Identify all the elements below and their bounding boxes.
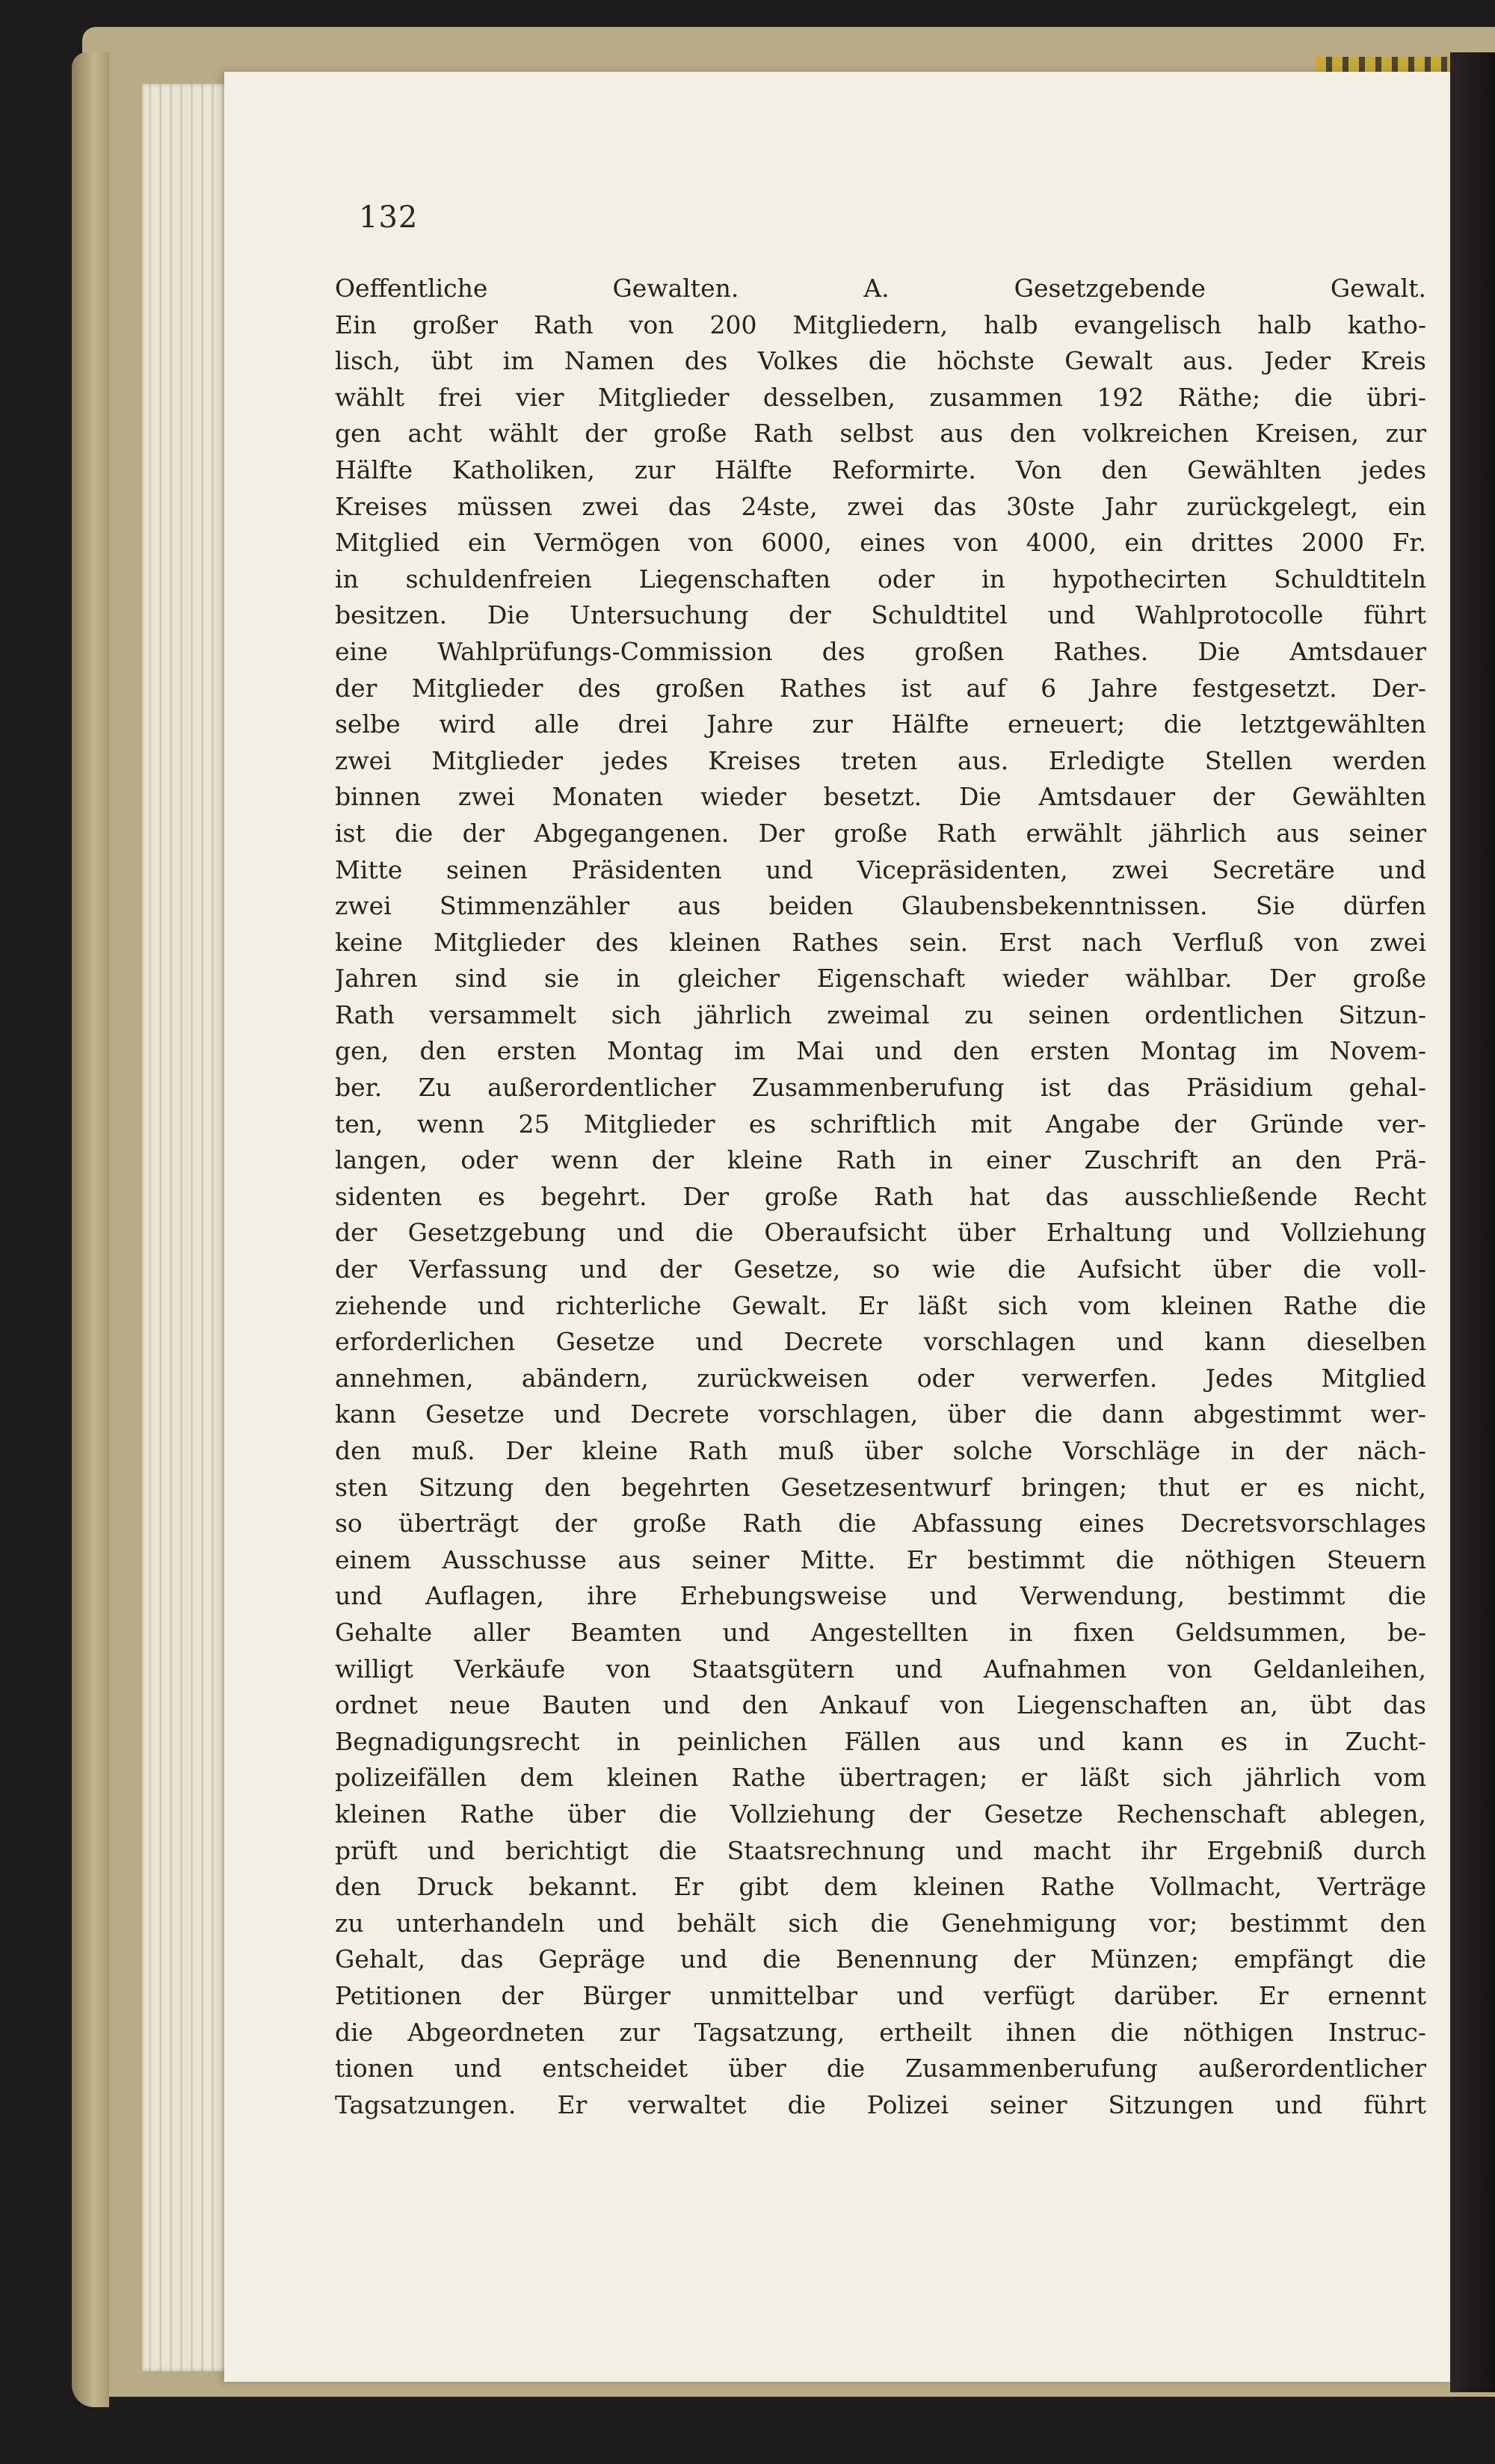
text-line: sidenten es begehrt. Der große Rath hat das ausschließende Recht: [335, 1181, 1426, 1211]
text-line: gen acht wählt der große Rath selbst aus den volkreichen Kreisen, zur: [335, 419, 1426, 449]
text-line: Petitionen der Bürger unmittelbar und verfügt darüber. Er ernennt: [335, 1980, 1426, 2010]
text-line: und Auflagen, ihre Erhebungsweise und Verwendung, bestimmt die: [335, 1581, 1426, 1611]
text-line: sten Sitzung den begehrten Gesetzesentwurf bringen; thut er es nicht,: [335, 1472, 1426, 1502]
text-line: tionen und entscheidet über die Zusammenberufung außerordentlicher: [335, 2054, 1426, 2083]
text-line: zu unterhandeln und behält sich die Genehmigung vor; bestimmt den: [335, 1908, 1426, 1938]
page-text: [335, 271, 1426, 2123]
text-line: der Mitglieder des großen Rathes ist auf 6 Jahre festgesetzt. Der-: [335, 673, 1426, 703]
text-line: langen, oder wenn der kleine Rath in einer Zuschrift an den Prä-: [335, 1145, 1426, 1175]
text-line: Mitte seinen Präsidenten und Vicepräsidenten, zwei Secretäre und: [335, 854, 1426, 884]
text-line: ziehende und richterliche Gewalt. Er läßt sich vom kleinen Rathe die: [335, 1290, 1426, 1320]
text-line: Jahren sind sie in gleicher Eigenschaft wieder wählbar. Der große: [335, 964, 1426, 994]
text-line: kann Gesetze und Decrete vorschlagen, über die dann abgestimmt wer-: [335, 1399, 1426, 1429]
text-line: Hälfte Katholiken, zur Hälfte Reformirte. Von den Gewählten jedes: [335, 455, 1426, 484]
text-line: der Verfassung und der Gesetze, so wie die Aufsicht über die voll-: [335, 1254, 1426, 1284]
text-line: wählt frei vier Mitglieder desselben, zusammen 192 Räthe; die übri-: [335, 382, 1426, 412]
text-line: eine Wahlprüfungs-Commission des großen Rathes. Die Amtsdauer: [335, 636, 1426, 666]
page-stack-edges: [142, 84, 232, 2371]
text-line: ber. Zu außerordentlicher Zusammenberufung ist das Präsidium gehal-: [335, 1073, 1426, 1103]
text-line: selbe wird alle drei Jahre zur Hälfte erneuert; die letztgewählten: [335, 709, 1426, 739]
text-line: keine Mitglieder des kleinen Rathes sein. Erst nach Verfluß von zwei: [335, 927, 1426, 957]
text-line: Gehalt, das Gepräge und die Benennung der Münzen; empfängt die: [335, 1944, 1426, 1974]
text-line: kleinen Rathe über die Vollziehung der Gesetze Rechenschaft ablegen,: [335, 1799, 1426, 1829]
text-line: die Abgeordneten zur Tagsatzung, ertheilt ihnen die nöthigen Instruc-: [335, 2017, 1426, 2047]
text-line: so überträgt der große Rath die Abfassung eines Decretsvorschlages: [335, 1509, 1426, 1539]
text-line: zwei Mitglieder jedes Kreises treten aus. Erledigte Stellen werden: [335, 745, 1426, 775]
text-line: Tagsatzungen. Er verwaltet die Polizei seiner Sitzungen und führt: [335, 2089, 1426, 2119]
text-line: Rath versammelt sich jährlich zweimal zu seinen ordentlichen Sitzun-: [335, 1000, 1426, 1029]
text-line: ten, wenn 25 Mitglieder es schriftlich mit Angabe der Gründe ver-: [335, 1109, 1426, 1139]
text-line: Begnadigungsrecht in peinlichen Fällen aus und kann es in Zucht-: [335, 1726, 1426, 1756]
text-line: zwei Stimmenzähler aus beiden Glaubensbekenntnissen. Sie dürfen: [335, 891, 1426, 921]
text-line: der Gesetzgebung und die Oberaufsicht über Erhaltung und Vollziehung: [335, 1218, 1426, 1248]
dark-background-edge: [1450, 52, 1495, 2392]
text-line: ist die der Abgegangenen. Der große Rath erwählt jährlich aus seiner: [335, 818, 1426, 848]
text-line: lisch, übt im Namen des Volkes die höchste Gewalt aus. Jeder Kreis: [335, 346, 1426, 376]
text-line: Oeffentliche Gewalten. A. Gesetzgebende Gewalt.: [335, 274, 1426, 303]
text-line: Kreises müssen zwei das 24ste, zwei das 30ste Jahr zurückgelegt, ein: [335, 491, 1426, 521]
text-line: Ein großer Rath von 200 Mitgliedern, halb evangelisch halb katho-: [335, 309, 1426, 339]
text-line: besitzen. Die Untersuchung der Schuldtitel und Wahlprotocolle führt: [335, 600, 1426, 630]
text-line: Gehalte aller Beamten und Angestellten in fixen Geldsummen, be-: [335, 1617, 1426, 1647]
text-line: willigt Verkäufe von Staatsgütern und Aufnahmen von Geldanleihen,: [335, 1654, 1426, 1684]
text-line: annehmen, abändern, zurückweisen oder verwerfen. Jedes Mitglied: [335, 1363, 1426, 1393]
text-line: gen, den ersten Montag im Mai und den ersten Montag im Novem-: [335, 1036, 1426, 1066]
book-spine-edge: [72, 52, 109, 2407]
text-line: erforderlichen Gesetze und Decrete vorschlagen und kann dieselben: [335, 1327, 1426, 1357]
text-line: prüft und berichtigt die Staatsrechnung und macht ihr Ergebniß durch: [335, 1835, 1426, 1865]
text-line: polizeifällen dem kleinen Rathe übertragen; er läßt sich jährlich vom: [335, 1763, 1426, 1793]
text-line: den muß. Der kleine Rath muß über solche Vorschläge in der näch-: [335, 1436, 1426, 1465]
text-line: in schuldenfreien Liegenschaften oder in hypothecirten Schuldtiteln: [335, 564, 1426, 594]
text-line: einem Ausschusse aus seiner Mitte. Er bestimmt die nöthigen Steuern: [335, 1544, 1426, 1574]
text-line: binnen zwei Monaten wieder besetzt. Die Amtsdauer der Gewählten: [335, 782, 1426, 812]
text-line: den Druck bekannt. Er gibt dem kleinen Rathe Vollmacht, Verträge: [335, 1872, 1426, 1902]
text-line: ordnet neue Bauten und den Ankauf von Liegenschaften an, übt das: [335, 1690, 1426, 1720]
text-line: Mitglied ein Vermögen von 6000, eines von 4000, ein drittes 2000 Fr.: [335, 528, 1426, 558]
page-number: 132: [359, 200, 419, 235]
